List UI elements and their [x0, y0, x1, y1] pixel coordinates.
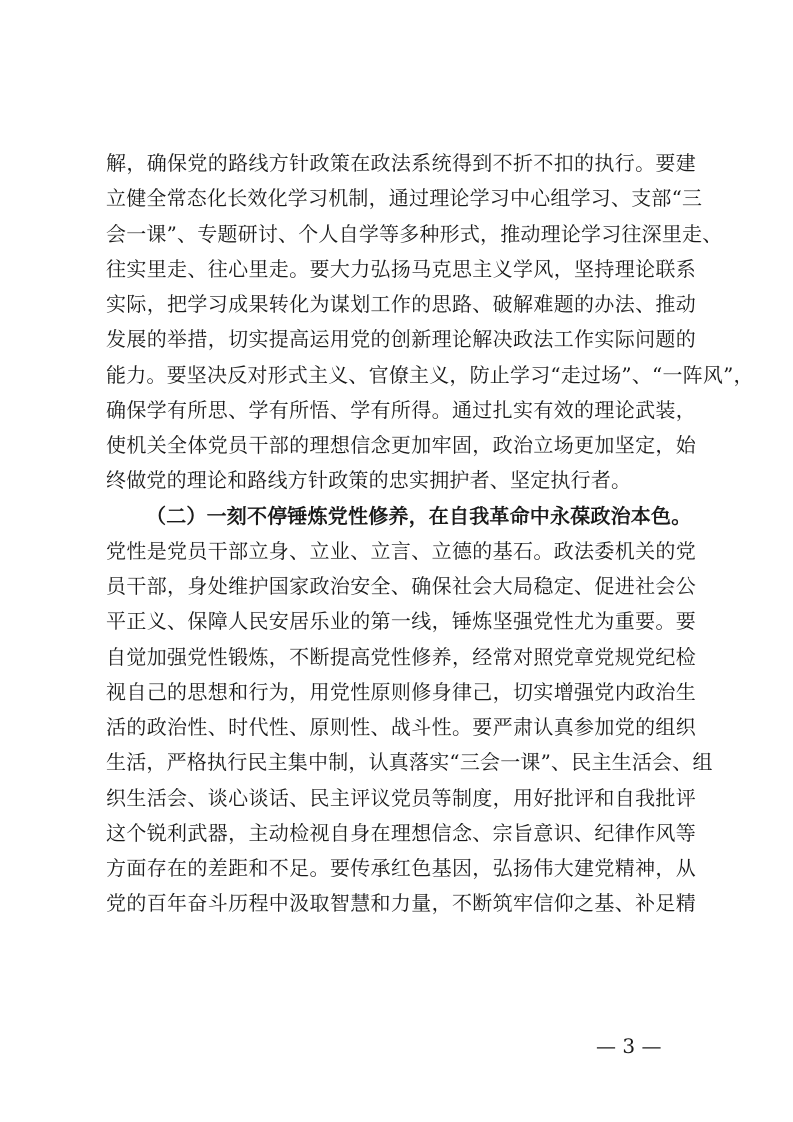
text-line: 立健全常态化长效化学习机制，通过理论学习中心组学习、支部“三	[106, 186, 703, 211]
text-line: 确保学有所思、学有所悟、学有所得。通过扎实有效的理论武装，	[106, 397, 696, 422]
body-text	[106, 146, 754, 922]
text-line: 方面存在的差距和不足。要传承红色基因，弘扬伟大建党精神，从	[106, 856, 696, 880]
text-line: 发展的举措，切实提高运用党的创新理论解决政法工作实际问题的	[106, 327, 696, 352]
text-line: 活的政治性、时代性、原则性、战斗性。要严肃认真参加党的组织	[106, 715, 696, 739]
text-line: 自觉加强党性锻炼，不断提高党性修养，经常对照党章党规党纪检	[106, 644, 696, 669]
text-line: 往实里走、往心里走。要大力弘扬马克思主义学风，坚持理论联系	[106, 256, 696, 281]
text-line: 视自己的思想和行为，用党性原则修身律己，切实增强党内政治生	[106, 679, 696, 704]
text-line: 平正义、保障人民安居乐业的第一线，锤炼坚强党性尤为重要。要	[106, 609, 696, 634]
text-line: 这个锐利武器，主动检视自身在理想信念、宗旨意识、纪律作风等	[106, 820, 696, 845]
text-line: 终做党的理论和路线方针政策的忠实拥护者、坚定执行者。	[106, 468, 632, 493]
page-number: — 3 —	[596, 1034, 662, 1058]
text-line: 解，确保党的路线方针政策在政法系统得到不折不扣的执行。要建	[106, 151, 696, 175]
text-line: 会一课”、专题研讨、个人自学等多种形式，推动理论学习往深里走、	[106, 221, 723, 246]
text-line: 能力。要坚决反对形式主义、官僚主义，防止学习“走过场”、“一阵风”，	[106, 362, 754, 387]
text-line: 党的百年奋斗历程中汲取智慧和力量，不断筑牢信仰之基、补足精	[106, 891, 696, 916]
text-line: 生活，严格执行民主集中制，认真落实“三会一课”、民主生活会、组	[106, 750, 713, 775]
text-line: 实际，把学习成果转化为谋划工作的思路、破解难题的办法、推动	[106, 292, 696, 316]
section-heading	[106, 499, 696, 534]
text-line: 使机关全体党员干部的理想信念更加牢固，政治立场更加坚定，始	[106, 433, 696, 457]
text-line: 党性是党员干部立身、立业、立言、立德的基石。政法委机关的党	[106, 538, 696, 563]
text-line: 织生活会、谈心谈话、民主评议党员等制度，用好批评和自我批评	[106, 785, 696, 810]
section-heading-text: （二）一刻不停锤炼党性修养，在自我革命中永葆政治本色。	[146, 503, 692, 528]
text-line: 员干部，身处维护国家政治安全、确保社会大局稳定、促进社会公	[106, 574, 696, 598]
